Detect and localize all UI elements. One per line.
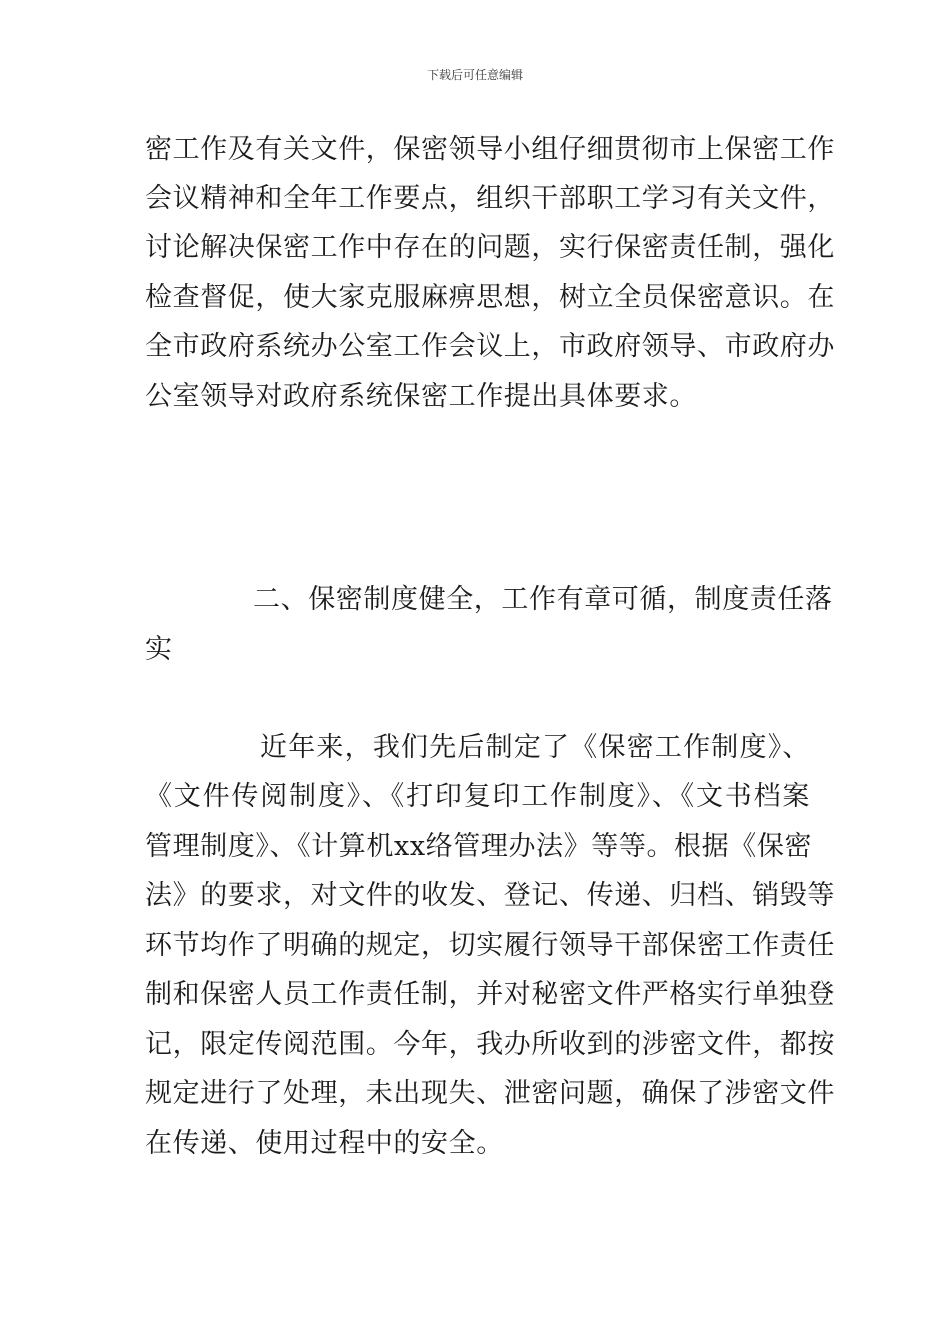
paragraph2-line-7: 记，限定传阅范围。今年，我办所收到的涉密文件，都按 bbox=[145, 1029, 835, 1060]
paragraph1-line-6: 公室领导对政府系统保密工作提出具体要求。 bbox=[145, 381, 697, 412]
paragraph1-line-3: 讨论解决保密工作中存在的问题，实行保密责任制，强化 bbox=[145, 232, 835, 263]
paragraph2-line-3: 管理制度》、《计算机xx络管理办法》等等。根据《保密 bbox=[145, 831, 813, 862]
section-heading-line-2: 实 bbox=[145, 634, 173, 665]
paragraph2-line-9: 在传递、使用过程中的安全。 bbox=[145, 1128, 504, 1159]
paragraph2-line-1: 近年来，我们先后制定了《保密工作制度》、 bbox=[260, 732, 810, 763]
header-note: 下载后可任意编辑 bbox=[426, 68, 523, 82]
paragraph2-line-5: 环节均作了明确的规定，切实履行领导干部保密工作责任 bbox=[145, 930, 835, 961]
paragraph1-line-5: 全市政府系统办公室工作会议上，市政府领导、市政府办 bbox=[145, 331, 835, 362]
paragraph2-line-6: 制和保密人员工作责任制，并对秘密文件严格实行单独登 bbox=[145, 979, 835, 1010]
section-heading-line-1: 二、保密制度健全，工作有章可循，制度责任落 bbox=[253, 584, 833, 615]
paragraph1-line-2: 会议精神和全年工作要点，组织干部职工学习有关文件， bbox=[145, 183, 835, 214]
paragraph2-line-8: 规定进行了处理，未出现失、泄密问题，确保了涉密文件 bbox=[145, 1078, 835, 1109]
paragraph1-line-1: 密工作及有关文件，保密领导小组仔细贯彻市上保密工作 bbox=[145, 134, 835, 165]
paragraph2-line-4: 法》的要求，对文件的收发、登记、传递、归档、销毁等 bbox=[145, 880, 835, 911]
paragraph1-line-4: 检查督促，使大家克服麻痹思想，树立全员保密意识。在 bbox=[145, 282, 835, 313]
paragraph2-line-2: 《文件传阅制度》、《打印复印工作制度》、《文书档案 bbox=[145, 781, 810, 812]
